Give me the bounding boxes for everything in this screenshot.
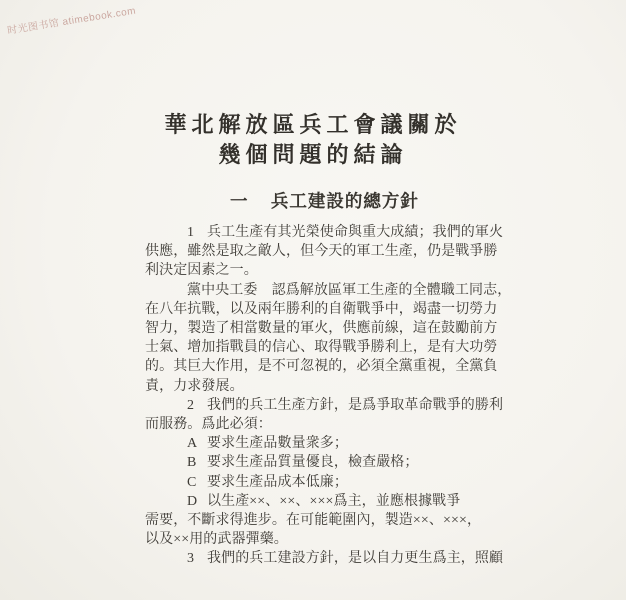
- title-line-2: 幾個問題的結論: [218, 142, 408, 167]
- line-text: 需要，不斷求得進步。在可能範圍內，製造××、×××，: [145, 513, 482, 529]
- title-line-1: 華北解放區兵工會議關於: [164, 112, 462, 137]
- list-marker: 1: [187, 225, 195, 240]
- line-text: 以及××用的武器彈藥。: [145, 532, 288, 548]
- line-text: 利決定因素之一。: [145, 263, 258, 279]
- text-line: [145, 338, 501, 357]
- list-marker: 3: [187, 551, 195, 567]
- text-line: [145, 377, 501, 396]
- line-text: 黨中央工委 認爲解放區軍工生產的全體職工同志，: [187, 282, 512, 298]
- text-line: [145, 319, 501, 338]
- line-text: 要求生產品成本低廉；: [207, 474, 348, 490]
- line-text: 我們的兵工生產方針，是爲爭取革命戰爭的勝利: [207, 397, 504, 413]
- section-number: 一: [230, 191, 249, 211]
- text-line: [145, 415, 501, 434]
- body-text: [145, 223, 512, 569]
- text-line: [145, 300, 501, 319]
- list-marker: C: [187, 474, 197, 490]
- line-text: 的。其巨大作用，是不可忽視的，必須全黨重視，全黨負: [145, 359, 498, 375]
- section-heading: [230, 190, 419, 212]
- list-marker: D: [187, 493, 198, 509]
- line-text: 供應，雖然是取之敵人，但今天的軍工生產，仍是戰爭勝: [145, 244, 498, 260]
- text-line: [145, 492, 501, 511]
- list-marker: 2: [187, 397, 195, 413]
- text-line: [145, 281, 512, 300]
- text-line: [145, 453, 501, 472]
- section-title: 兵工建設的總方針: [270, 191, 419, 211]
- line-text: 責，力求發展。: [145, 378, 244, 394]
- text-line: [145, 473, 501, 492]
- document-title: [0, 110, 626, 170]
- list-marker: B: [187, 455, 197, 471]
- line-text: 在八年抗戰，以及兩年勝利的自衛戰爭中，竭盡一切勞力: [145, 301, 498, 317]
- text-line: [145, 549, 504, 568]
- line-text: 兵工生產有其光榮使命與重大成績；我們的軍火: [207, 225, 504, 240]
- text-line: [145, 223, 504, 242]
- watermark-text: 时光图书馆 atimebook.com: [6, 5, 137, 37]
- text-line: [145, 530, 501, 549]
- text-line: [145, 357, 501, 376]
- text-line: [145, 396, 504, 415]
- line-text: 我們的兵工建設方針，是以自力更生爲主，照顧: [207, 551, 504, 567]
- line-text: 要求生產品質量優良，檢查嚴格；: [207, 455, 419, 471]
- line-text: 士氣、增加指戰員的信心、取得戰爭勝利上，是有大功勞: [145, 340, 498, 356]
- line-text: 而服務。爲此必須：: [145, 417, 272, 433]
- text-line: [145, 242, 501, 261]
- text-line: [145, 434, 501, 453]
- text-line: [145, 511, 501, 530]
- line-text: 以生產××、××、×××爲主，並應根據戰爭: [207, 493, 461, 509]
- text-line: [145, 261, 501, 280]
- line-text: 智力，製造了相當數量的軍火，供應前線，這在鼓勵前方: [145, 321, 498, 337]
- list-marker: A: [187, 436, 198, 452]
- line-text: 要求生產品數量衆多；: [207, 436, 348, 452]
